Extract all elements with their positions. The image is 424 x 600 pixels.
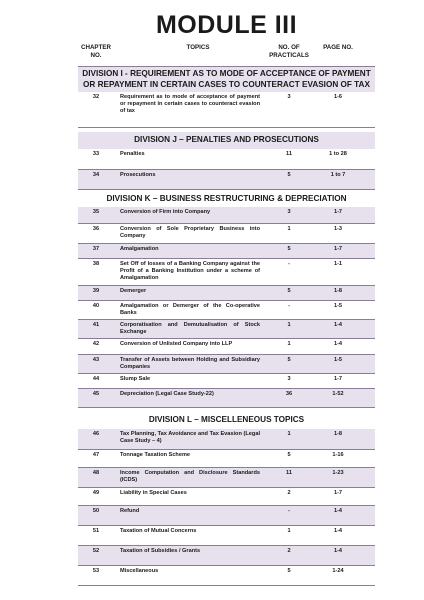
chapter-no-header: CHAPTER NO. <box>81 44 111 59</box>
practicals-count: - <box>288 507 290 514</box>
practicals-count: 1 <box>287 341 291 347</box>
topics-header: TOPICS <box>186 44 210 51</box>
chapter-no: 50 <box>92 507 100 514</box>
division-heading: DIVISION K – BUSINESS RESTRUCTURING & DEPRECIATION <box>106 193 347 203</box>
chapter-no: 40 <box>92 303 100 309</box>
table-row <box>78 259 375 286</box>
topic: Income Computation and Disclosure Standards (ICDS) <box>120 469 260 483</box>
page-range: 1-7 <box>333 489 343 496</box>
chapter-no: 49 <box>92 489 100 496</box>
practicals-header: NO. OF PRACTICALS <box>269 44 309 59</box>
page-range: 1-7 <box>333 376 343 382</box>
topic: Liability in Special Cases <box>120 489 187 496</box>
chapter-no: 47 <box>92 451 100 458</box>
topic: Taxation of Subsidies / Grants <box>120 547 201 554</box>
topic: Tonnage Taxation Scheme <box>120 451 191 458</box>
practicals-count: 1 <box>287 527 291 534</box>
chapter-no: 48 <box>92 469 100 476</box>
practicals-count: 2 <box>287 547 291 554</box>
topic: Requirement as to mode of acceptance of payment or repayment in certain cases to counteract evasion of tax <box>120 94 260 115</box>
practicals-count: 3 <box>287 209 291 215</box>
practicals-count: 5 <box>287 357 291 363</box>
topic: Conversion of Unlisted Company into LLP <box>120 341 233 347</box>
table-row <box>78 244 375 259</box>
practicals-count: - <box>288 303 290 309</box>
page-range: 1 to 28 <box>329 150 347 157</box>
chapter-no: 45 <box>92 391 100 397</box>
page-range: 1-7 <box>333 209 343 215</box>
practicals-count: 1 <box>287 430 291 437</box>
page-range: 1-4 <box>333 322 343 328</box>
page-no-header: PAGE NO. <box>323 44 353 51</box>
table-row <box>78 320 375 339</box>
table-row <box>78 429 375 450</box>
practicals-count: 5 <box>287 567 291 574</box>
page-range: 1-23 <box>332 469 344 476</box>
table-row <box>78 488 375 506</box>
page-range: 1-4 <box>333 547 343 554</box>
chapter-no: 32 <box>92 94 100 100</box>
topic: Amalgamation or Demerger of the Co-operative Banks <box>120 303 260 317</box>
division-heading: DIVISION J – PENALTIES AND PROSECUTIONS <box>78 132 375 149</box>
chapter-no: 46 <box>92 430 100 437</box>
practicals-count: 5 <box>287 288 291 294</box>
chapter-no: 44 <box>92 376 100 382</box>
topic: Conversion of Firm into Company <box>120 209 211 215</box>
topic: Penalties <box>120 150 145 157</box>
page-range: 1-16 <box>332 451 344 458</box>
practicals-count: 3 <box>287 94 291 100</box>
table-row <box>78 170 375 190</box>
page-range: 1-24 <box>332 567 344 574</box>
chapter-no: 39 <box>92 288 100 294</box>
practicals-count: 11 <box>286 469 292 476</box>
practicals-count: 1 <box>287 226 291 232</box>
table-row <box>78 374 375 389</box>
table-row <box>78 149 375 170</box>
page-range: 1-5 <box>333 357 343 363</box>
topic: Refund <box>120 507 140 514</box>
chapter-no: 35 <box>92 209 100 215</box>
chapter-no: 53 <box>92 567 100 574</box>
topic: Demerger <box>120 288 147 294</box>
division-heading: DIVISION L – MISCELLENEOUS TOPICS <box>148 415 305 424</box>
chapter-no: 43 <box>92 357 100 363</box>
table-row <box>78 566 375 586</box>
page-range: 1 to 7 <box>330 171 346 178</box>
table-row <box>78 355 375 374</box>
page-range: 1-3 <box>333 226 343 232</box>
chapter-no: 38 <box>92 261 100 267</box>
division-heading: DIVISION I - REQUIREMENT AS TO MODE OF ACCEPTANCE OF PAYMENT OR REPAYMENT IN CERTAIN CASES TO COUNTERACT EVASION OF TAX <box>78 67 375 92</box>
table-row <box>78 526 375 546</box>
topic: Transfer of Assets between Holding and Subsidiary Companies <box>120 357 260 371</box>
column-headers <box>78 42 375 66</box>
practicals-count: 3 <box>287 376 291 382</box>
page-range: 1-1 <box>333 261 343 267</box>
table-row <box>78 301 375 320</box>
table-row <box>78 389 375 408</box>
practicals-count: 1 <box>287 322 291 328</box>
topic: Depreciation (Legal Case Study-22) <box>120 391 214 397</box>
topic: Miscellaneous <box>120 567 159 574</box>
chapter-no: 42 <box>92 341 100 347</box>
practicals-count: 2 <box>287 489 291 496</box>
page-range: 1-52 <box>332 391 344 397</box>
page-range: 1-8 <box>333 430 343 437</box>
table-row <box>78 286 375 301</box>
page-range: 1-8 <box>333 288 343 294</box>
module-title: MODULE III <box>155 11 298 39</box>
table-row <box>78 468 375 488</box>
topic: Prosecutions <box>120 171 156 178</box>
chapter-no: 41 <box>92 322 100 328</box>
practicals-count: - <box>288 261 290 267</box>
topic: Slump Sale <box>120 376 151 382</box>
table-row <box>78 207 375 224</box>
practicals-count: 5 <box>287 246 291 252</box>
chapter-no: 36 <box>92 226 100 232</box>
practicals-count: 5 <box>287 451 291 458</box>
page-range: 1-4 <box>333 527 343 534</box>
chapter-no: 52 <box>92 547 100 554</box>
table-row <box>78 339 375 355</box>
topic: Amalgamation <box>120 246 159 252</box>
chapter-no: 37 <box>92 246 100 252</box>
chapter-no: 33 <box>92 150 100 157</box>
practicals-count: 11 <box>286 150 292 157</box>
table-row <box>78 450 375 468</box>
chapter-no: 34 <box>92 171 100 178</box>
chapter-no: 51 <box>92 527 100 534</box>
topic: Taxation of Mutual Concerns <box>120 527 197 534</box>
table-row <box>78 506 375 526</box>
table-row <box>78 546 375 566</box>
topic: Tax Planning, Tax Avoidance and Tax Evasion (Legal Case Study – 4) <box>120 430 260 444</box>
contents-page <box>78 0 375 586</box>
practicals-count: 36 <box>285 391 293 397</box>
topic: Corporatisation and Demutualisation of Stock Exchange <box>120 322 260 336</box>
table-row <box>78 92 375 128</box>
table-row <box>78 224 375 244</box>
page-range: 1-6 <box>333 94 343 100</box>
page-range: 1-4 <box>333 507 343 514</box>
practicals-count: 5 <box>287 171 291 178</box>
topic: Set Off of losses of a Banking Company against the Profit of a Banking Institution under a scheme of Amalgamation <box>120 261 260 282</box>
page-range: 1-5 <box>333 303 343 309</box>
page-range: 1-7 <box>333 246 343 252</box>
page-range: 1-4 <box>333 341 343 347</box>
topic: Conversion of Sole Proprietary Business into Company <box>120 226 260 240</box>
